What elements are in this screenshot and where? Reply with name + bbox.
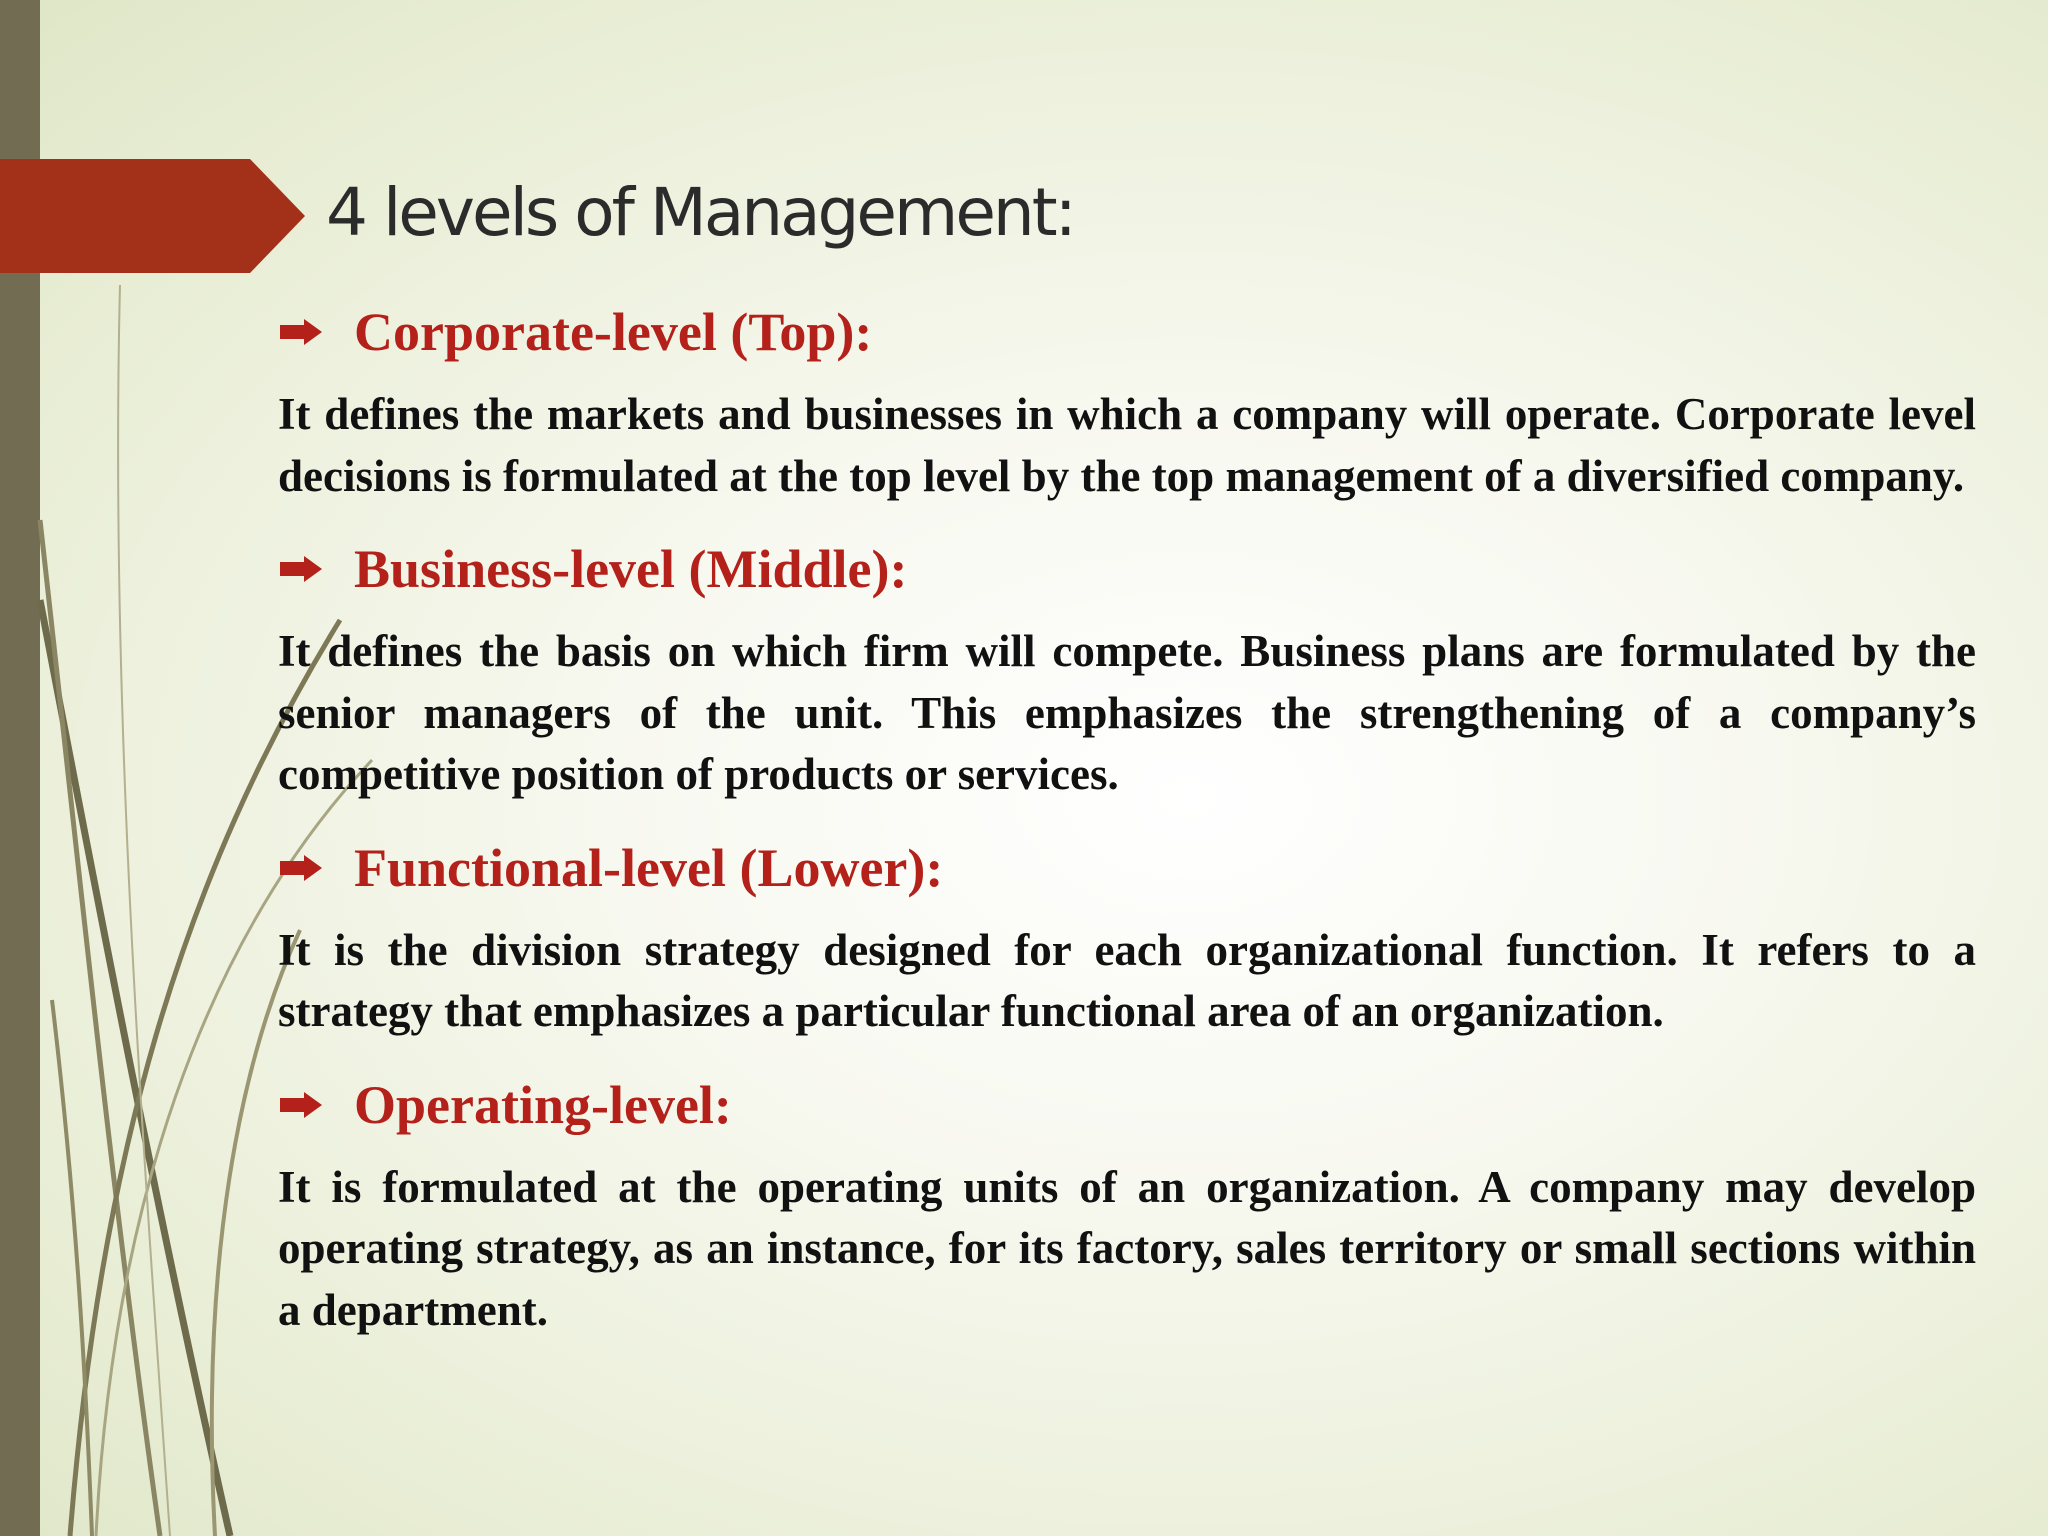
level-description: It defines the basis on which firm will compete. Business plans are formulated by the senior managers of the unit. This emphasizes the strengthening of a company’s competitive position of products or services. [278, 626, 1976, 799]
level-description: It defines the markets and businesses in which a company will operate. Corporate level decisions is formulated at the top level by the top management of a diversified company. [278, 389, 1976, 501]
level-heading [278, 832, 1976, 904]
level-section-corporate [278, 296, 1976, 507]
level-title: Functional-level (Lower): [354, 837, 944, 898]
level-section-operating [278, 1069, 1976, 1342]
level-description: It is the division strategy designed for each organizational function. It refers to a strategy that emphasizes a particular functional area of an organization. [278, 924, 1976, 1036]
level-heading [278, 296, 1976, 368]
level-description: It is formulated at the operating units of an organization. A company may develop operating strategy, as an instance, for its factory, sales territory or small sections within a department. [278, 1161, 1976, 1335]
level-section-functional [278, 832, 1976, 1043]
level-heading [278, 1069, 1976, 1141]
level-section-business [278, 533, 1976, 806]
title-arrow-banner [0, 159, 305, 273]
slide-title: 4 levels of Management: [326, 174, 1074, 251]
arrow-bullet-icon [280, 319, 322, 345]
arrow-bullet-icon [280, 855, 322, 881]
levels-list [278, 296, 1976, 1341]
arrow-bullet-icon [280, 556, 322, 582]
level-title: Corporate-level (Top): [354, 302, 873, 362]
level-title: Operating-level: [354, 1074, 732, 1135]
level-title: Business-level (Middle): [354, 539, 908, 599]
arrow-bullet-icon [280, 1092, 322, 1118]
level-heading [278, 533, 1976, 605]
